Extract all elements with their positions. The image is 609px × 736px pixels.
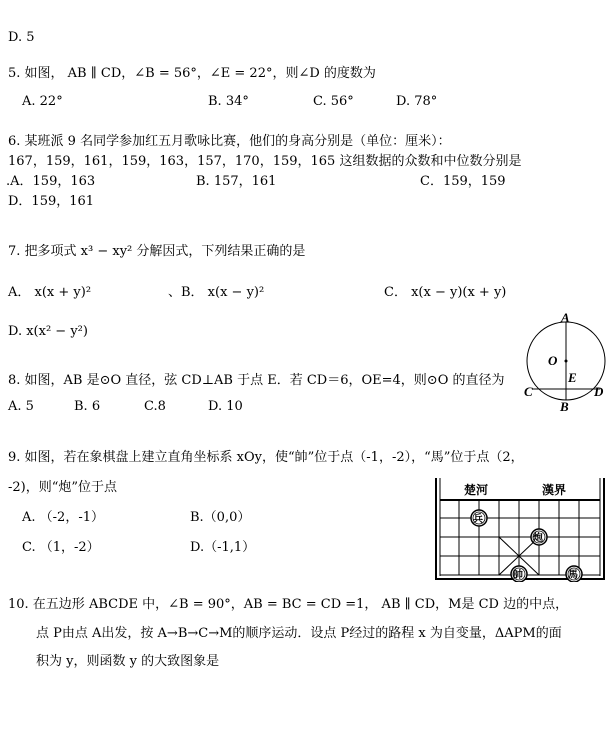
label-b: B	[560, 399, 569, 414]
q5-option-c: C. 56°	[313, 94, 354, 109]
q5-option-a: A. 22°	[22, 94, 63, 109]
q9-option-c: C. （1，-2）	[22, 540, 100, 555]
piece-pao	[531, 529, 547, 545]
piece-bing	[471, 510, 487, 526]
svg-text:帥: 帥	[513, 570, 523, 581]
q7-option-c: C． x(x − y)(x + y)	[384, 285, 507, 300]
q10-line2: 点 P由点 A出发，按 A→B→C→M的顺序运动．设点 P经过的路程 x 为自变量，ΔAPM的面	[36, 626, 562, 641]
q7-option-a: A． x(x + y)²	[8, 285, 92, 300]
q5-stem: 5. 如图， AB ∥ CD，∠B = 56°，∠E = 22°，则∠D 的度数为	[8, 66, 376, 81]
q7-option-b: 、B． x(x − y)²	[168, 285, 265, 300]
q10-line1: 10. 在五边形 ABCDE 中，∠B = 90°，AB = BC = CD =1， AB ∥ CD，M是 CD 边的中点，	[8, 597, 569, 612]
q6-option-c: C．159，159	[420, 174, 506, 189]
q7-stem: 7. 把多项式 x³ − xy² 分解因式，下列结果正确的是	[8, 244, 306, 259]
q6-option-d: D．159，161	[8, 194, 95, 209]
label-c: C	[524, 384, 533, 399]
q6-stem-line2: 167，159，161，159，163，157，170，159，165 这组数据的众数和中位数分别是	[8, 154, 522, 169]
q7-option-d: D. x(x² − y²)	[8, 324, 88, 339]
q8-option-d: D. 10	[208, 399, 243, 414]
q8-option-c: C.8	[144, 399, 166, 414]
label-a: A	[561, 310, 570, 325]
center-dot	[565, 360, 568, 363]
q9-option-b: B.（0,0）	[190, 510, 251, 525]
q6-stem-line1: 6. 某班派 9 名同学参加红五月歌咏比赛，他们的身高分别是（单位：厘米）：	[8, 134, 451, 149]
river-right-text: 漢界	[542, 483, 567, 497]
q6-option-a: .A．159，163	[6, 174, 96, 189]
piece-shuai	[511, 566, 527, 582]
svg-text:炮: 炮	[533, 533, 543, 544]
svg-text:馬: 馬	[568, 570, 578, 581]
svg-text:兵: 兵	[473, 514, 483, 525]
board-grid	[440, 500, 600, 575]
q9-stem-line1: 9. 如图，若在象棋盘上建立直角坐标系 xOy，使“帥”位于点（-1，-2），“馬”位于点（2，	[8, 450, 524, 465]
chessboard-figure	[434, 478, 609, 582]
q9-option-a: A. （-2，-1）	[22, 510, 104, 525]
q8-option-b: B. 6	[74, 399, 101, 414]
q9-stem-line2: -2)，则“炮”位于点	[8, 480, 118, 495]
piece-ma	[566, 566, 582, 582]
river-left-text: 楚河	[464, 483, 489, 497]
q10-line3: 积为 y，则函数 y 的大致图象是	[36, 654, 220, 669]
q9-option-d: D.（-1,1）	[190, 540, 256, 555]
label-o: O	[548, 353, 558, 368]
q5-option-d: D. 78°	[396, 94, 438, 109]
circle-figure	[518, 305, 609, 415]
q8-option-a: A. 5	[8, 399, 34, 414]
q4-option-d: D. 5	[8, 30, 35, 45]
q6-option-b: B. 157，161	[196, 174, 277, 189]
q8-stem: 8. 如图，AB 是⊙O 直径，弦 CD⊥AB 于点 E．若 CD＝6，OE=4，则⊙O 的直径为	[8, 373, 505, 388]
label-d: D	[594, 384, 604, 399]
label-e: E	[568, 370, 577, 385]
q5-option-b: B. 34°	[208, 94, 249, 109]
